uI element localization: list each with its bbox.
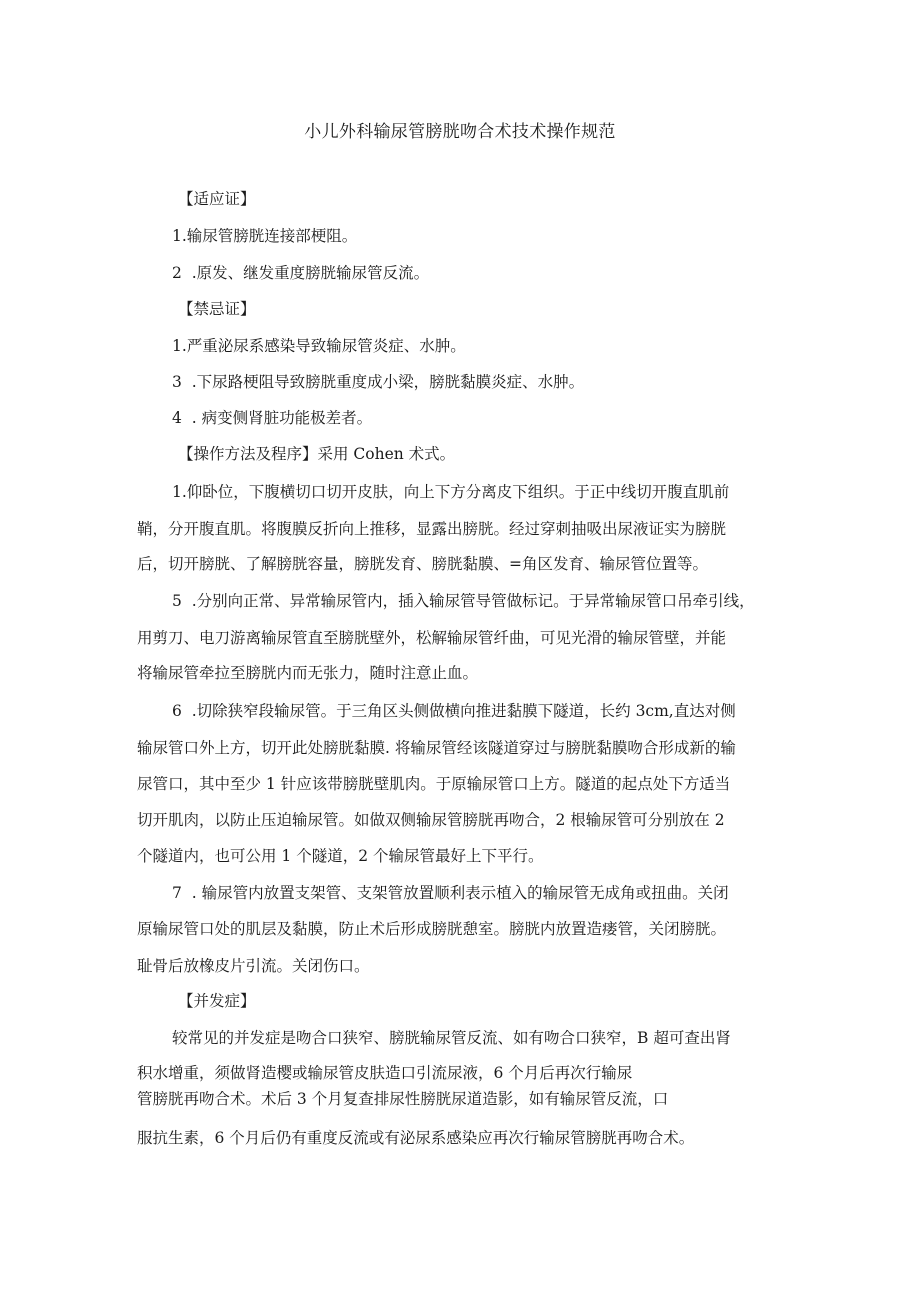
procedure-paragraph-line: 尿管口，其中至少 1 针应该带膀胱壁肌肉。于原输尿管口上方。隧道的起点处下方适当 (137, 775, 731, 793)
section-heading-contraindications: 【禁忌证】 (178, 300, 256, 318)
procedure-paragraph-line: 输尿管口外上方，切开此处膀胱黏膜. 将输尿管经该隧道穿过与膀胱黏膜吻合形成新的输 (137, 739, 736, 757)
complications-paragraph-line: 较常见的并发症是吻合口狭窄、膀胱输尿管反流、如有吻合口狭窄，B 超可查出肾 (172, 1029, 731, 1047)
procedure-paragraph-line: 切开肌肉，以防止压迫输尿管。如做双侧输尿管膀胱再吻合，2 根输尿管可分别放在 2 (137, 811, 725, 829)
procedure-paragraph-line: 1.仰卧位，下腹横切口切开皮肤，向上下方分离皮下组织。于正中线切开腹直肌前 (172, 483, 730, 501)
procedure-paragraph-line: 鞘，分开腹直肌。将腹膜反折向上推移，显露出膀胱。经过穿刺抽吸出尿液证实为膀胱 (137, 520, 727, 538)
procedure-paragraph-line: 用剪刀、电刀游离输尿管直至膀胱壁外，松解输尿管纤曲，可见光滑的输尿管壁，并能 (137, 629, 727, 647)
contraindication-item-3: 3 .下尿路梗阻导致膀胱重度成小梁，膀胱黏膜炎症、水肿。 (172, 373, 585, 391)
contraindication-item-4: 4 . 病变侧肾脏功能极差者。 (172, 409, 373, 427)
procedure-paragraph-line: 5 .分别向正常、异常输尿管内，插入输尿管导管做标记。于异常输尿管口吊牵引线， (172, 592, 755, 610)
procedure-paragraph-line: 个隧道内，也可公用 1 个隧道，2 个输尿管最好上下平行。 (137, 847, 544, 865)
procedure-paragraph-line: 耻骨后放橡皮片引流。关闭伤口。 (137, 957, 370, 975)
procedure-paragraph-line: 后，切开膀胱、了解膀胱容量，膀胱发育、膀胱黏膜、=角区发育、输尿管位置等。 (137, 555, 708, 573)
procedure-paragraph-line: 将输尿管牵拉至膀胱内而无张力，随时注意止血。 (137, 664, 479, 682)
indication-item-2: 2 .原发、继发重度膀胱输尿管反流。 (172, 264, 430, 282)
procedure-paragraph-line: 原输尿管口处的肌层及黏膜，防止术后形成膀胱憩室。膀胱内放置造瘘管，关闭膀胱。 (137, 920, 727, 938)
contraindication-item-1: 1.严重泌尿系感染导致输尿管炎症、水肿。 (172, 337, 466, 355)
procedure-paragraph-line: 6 .切除狭窄段输尿管。于三角区头侧做横向推进黏膜下隧道，长约 3cm,直达对侧 (172, 702, 736, 720)
indication-item-1: 1.输尿管膀胱连接部梗阻。 (172, 227, 358, 245)
complications-paragraph-line: 积水增重，须做肾造樱或输尿管皮肤造口引流尿液，6 个月后再次行输尿 (137, 1064, 633, 1082)
section-heading-procedure: 【操作方法及程序】采用 Cohen 术式。 (178, 445, 456, 463)
section-heading-indications: 【适应证】 (178, 190, 256, 208)
procedure-paragraph-line: 7 . 输尿管内放置支架管、支架管放置顺利表示植入的输尿管无成角或扭曲。关闭 (172, 884, 729, 902)
section-heading-complications: 【并发症】 (178, 992, 256, 1010)
complications-paragraph-line: 服抗生素，6 个月后仍有重度反流或有泌尿系感染应再次行输尿管膀胱再吻合术。 (137, 1129, 695, 1147)
document-title: 小儿外科输尿管膀胱吻合术技术操作规范 (304, 122, 616, 142)
complications-paragraph-line: 管膀胱再吻合术。术后 3 个月复查排尿性膀胱尿道造影，如有输尿管反流，口 (137, 1090, 669, 1108)
